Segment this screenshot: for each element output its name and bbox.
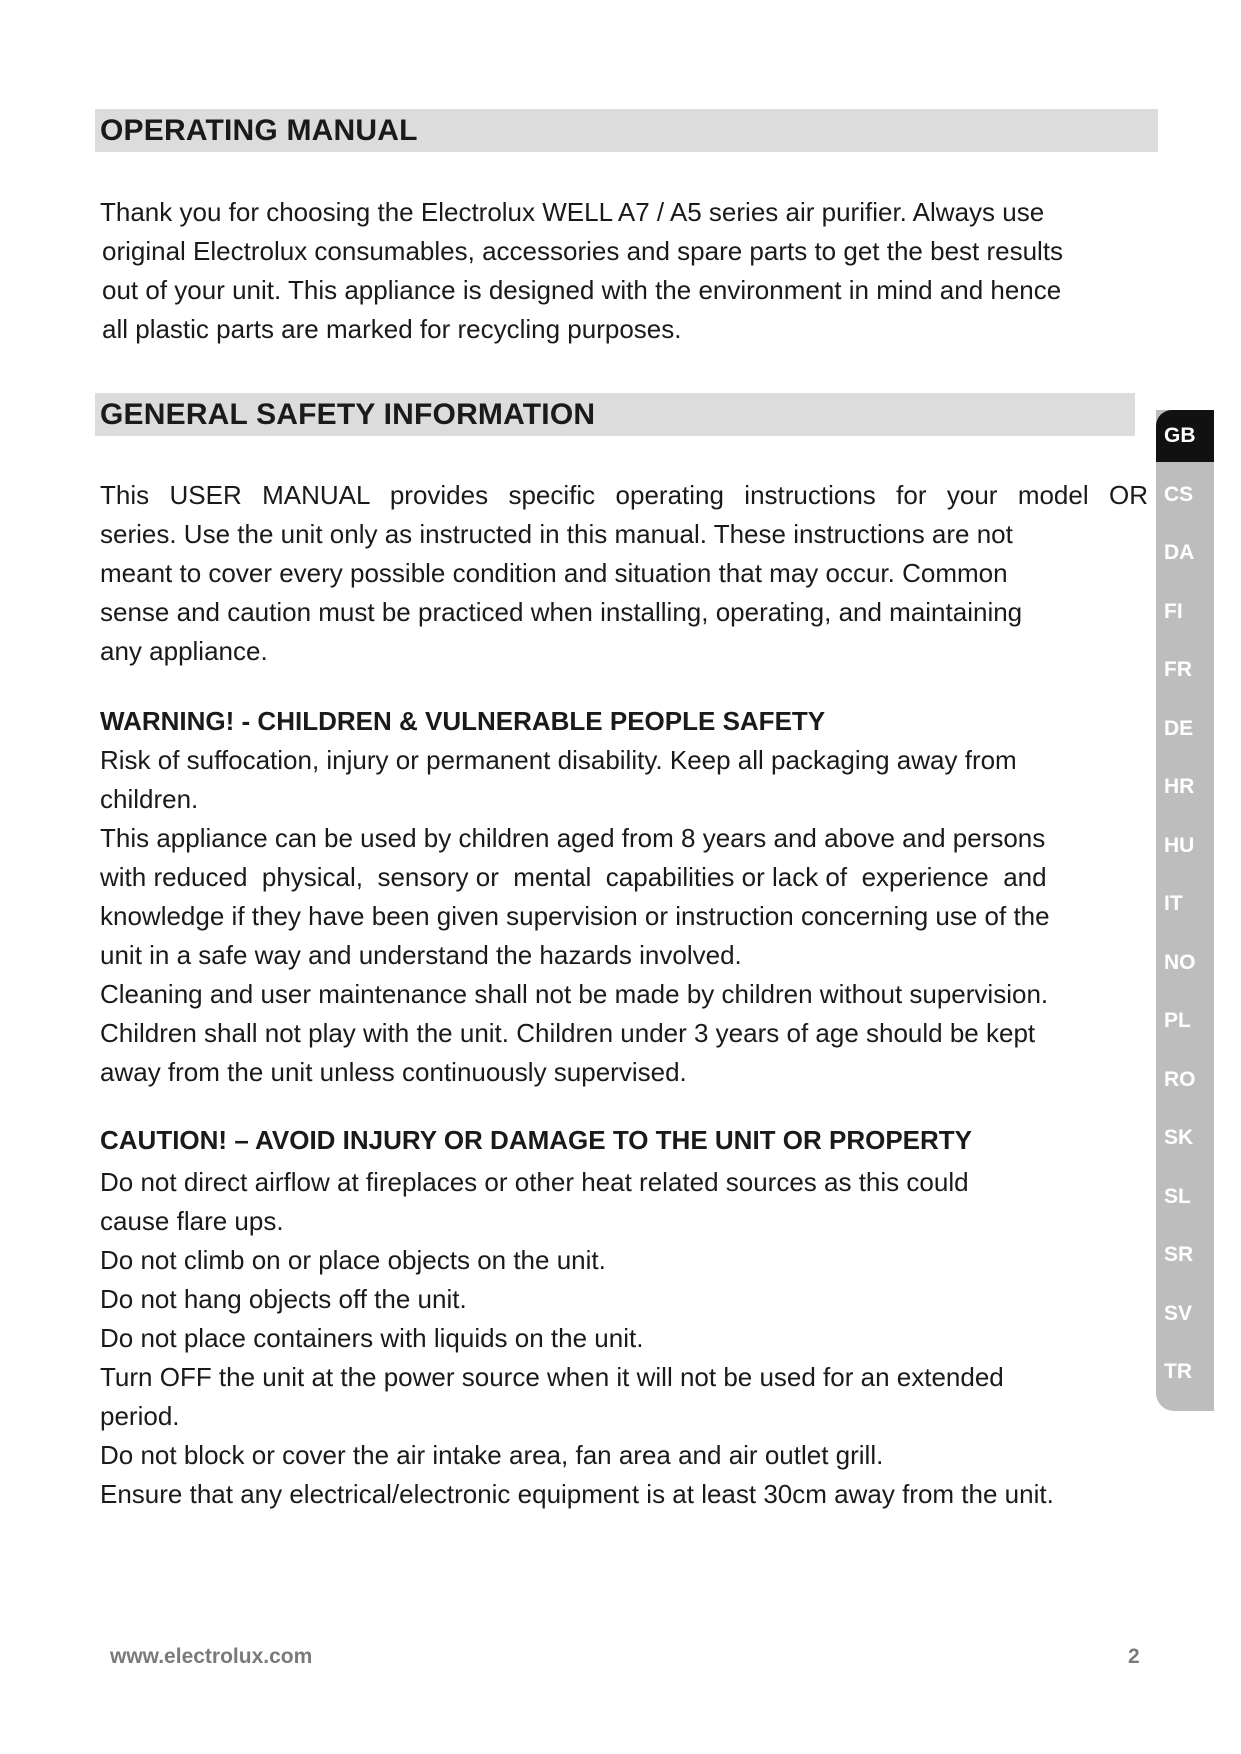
user-manual-line: any appliance. — [100, 636, 268, 666]
language-tab-it[interactable]: IT — [1164, 892, 1183, 915]
caution-line: cause flare ups. — [100, 1206, 284, 1236]
caution-line: period. — [100, 1401, 180, 1431]
language-tab-cs[interactable]: CS — [1164, 483, 1194, 506]
warning-line: children. — [100, 784, 199, 814]
intro-paragraph — [100, 193, 1160, 349]
user-manual-line: meant to cover every possible condition and situation that may occur. Common — [100, 558, 1008, 588]
caution-line: Turn OFF the unit at the power source when it will not be used for an extended — [100, 1362, 1004, 1392]
caution-paragraph — [100, 1163, 1170, 1514]
caution-line: Do not climb on or place objects on the unit. — [100, 1245, 606, 1275]
caution-line: Do not block or cover the air intake area, fan area and air outlet grill. — [100, 1440, 884, 1470]
caution-line: Ensure that any electrical/electronic equipment is at least 30cm away from the unit. — [100, 1479, 1054, 1509]
caution-line: Do not direct airflow at fireplaces or other heat related sources as this could — [100, 1167, 969, 1197]
warning-line: This appliance can be used by children aged from 8 years and above and persons — [100, 823, 1046, 853]
warning-paragraph — [100, 741, 1140, 1092]
language-tab-da[interactable]: DA — [1164, 541, 1195, 564]
user-manual-line: This USER MANUAL provides specific operating instructions for your model OR — [100, 480, 1148, 510]
intro-line: Thank you for choosing the Electrolux WELL A7 / A5 series air purifier. Always use — [100, 197, 1045, 227]
general-safety-heading: GENERAL SAFETY INFORMATION — [95, 393, 1135, 436]
user-manual-line: sense and caution must be practiced when installing, operating, and maintaining — [100, 597, 1023, 627]
warning-line: with reduced physical, sensory or mental capabilities or lack of experience and — [100, 862, 1047, 892]
language-tab-fi[interactable]: FI — [1164, 600, 1183, 623]
language-tab-strip — [1156, 410, 1214, 1411]
warning-line: Children shall not play with the unit. Children under 3 years of age should be kept — [100, 1018, 1036, 1048]
language-tab-sv[interactable]: SV — [1164, 1302, 1193, 1325]
intro-line: original Electrolux consumables, accessories and spare parts to get the best results — [102, 236, 1064, 266]
language-tab-de[interactable]: DE — [1164, 717, 1194, 740]
page-number: 2 — [1128, 1645, 1140, 1668]
intro-line: all plastic parts are marked for recycling purposes. — [102, 314, 682, 344]
language-tab-gb[interactable]: GB — [1156, 410, 1214, 462]
caution-heading: CAUTION! – AVOID INJURY OR DAMAGE TO THE UNIT OR PROPERTY — [100, 1125, 973, 1155]
warning-line: away from the unit unless continuously supervised. — [100, 1057, 687, 1087]
caution-line: Do not place containers with liquids on the unit. — [100, 1323, 644, 1353]
caution-line: Do not hang objects off the unit. — [100, 1284, 467, 1314]
footer-url: www.electrolux.com — [110, 1645, 313, 1668]
language-tab-no[interactable]: NO — [1164, 951, 1196, 974]
language-tab-fr[interactable]: FR — [1164, 658, 1192, 681]
language-tab-hr[interactable]: HR — [1164, 775, 1195, 798]
operating-manual-heading: OPERATING MANUAL — [95, 109, 1158, 152]
language-tab-ro[interactable]: RO — [1164, 1068, 1196, 1091]
warning-line: Risk of suffocation, injury or permanent disability. Keep all packaging away from — [100, 745, 1017, 775]
language-tab-sr[interactable]: SR — [1164, 1243, 1194, 1266]
language-tab-sl[interactable]: SL — [1164, 1185, 1191, 1208]
language-tab-tr[interactable]: TR — [1164, 1360, 1192, 1383]
language-tab-pl[interactable]: PL — [1164, 1009, 1191, 1032]
warning-line: unit in a safe way and understand the hazards involved. — [100, 940, 742, 970]
language-tab-hu[interactable]: HU — [1164, 834, 1195, 857]
warning-line: knowledge if they have been given supervision or instruction concerning use of the — [100, 901, 1050, 931]
language-tab-sk[interactable]: SK — [1164, 1126, 1194, 1149]
warning-heading: WARNING! - CHILDREN & VULNERABLE PEOPLE SAFETY — [100, 706, 826, 736]
intro-line: out of your unit. This appliance is designed with the environment in mind and hence — [102, 275, 1062, 305]
user-manual-line: series. Use the unit only as instructed in this manual. These instructions are not — [100, 519, 1013, 549]
warning-line: Cleaning and user maintenance shall not be made by children without supervision. — [100, 979, 1049, 1009]
user-manual-paragraph — [100, 476, 1150, 671]
